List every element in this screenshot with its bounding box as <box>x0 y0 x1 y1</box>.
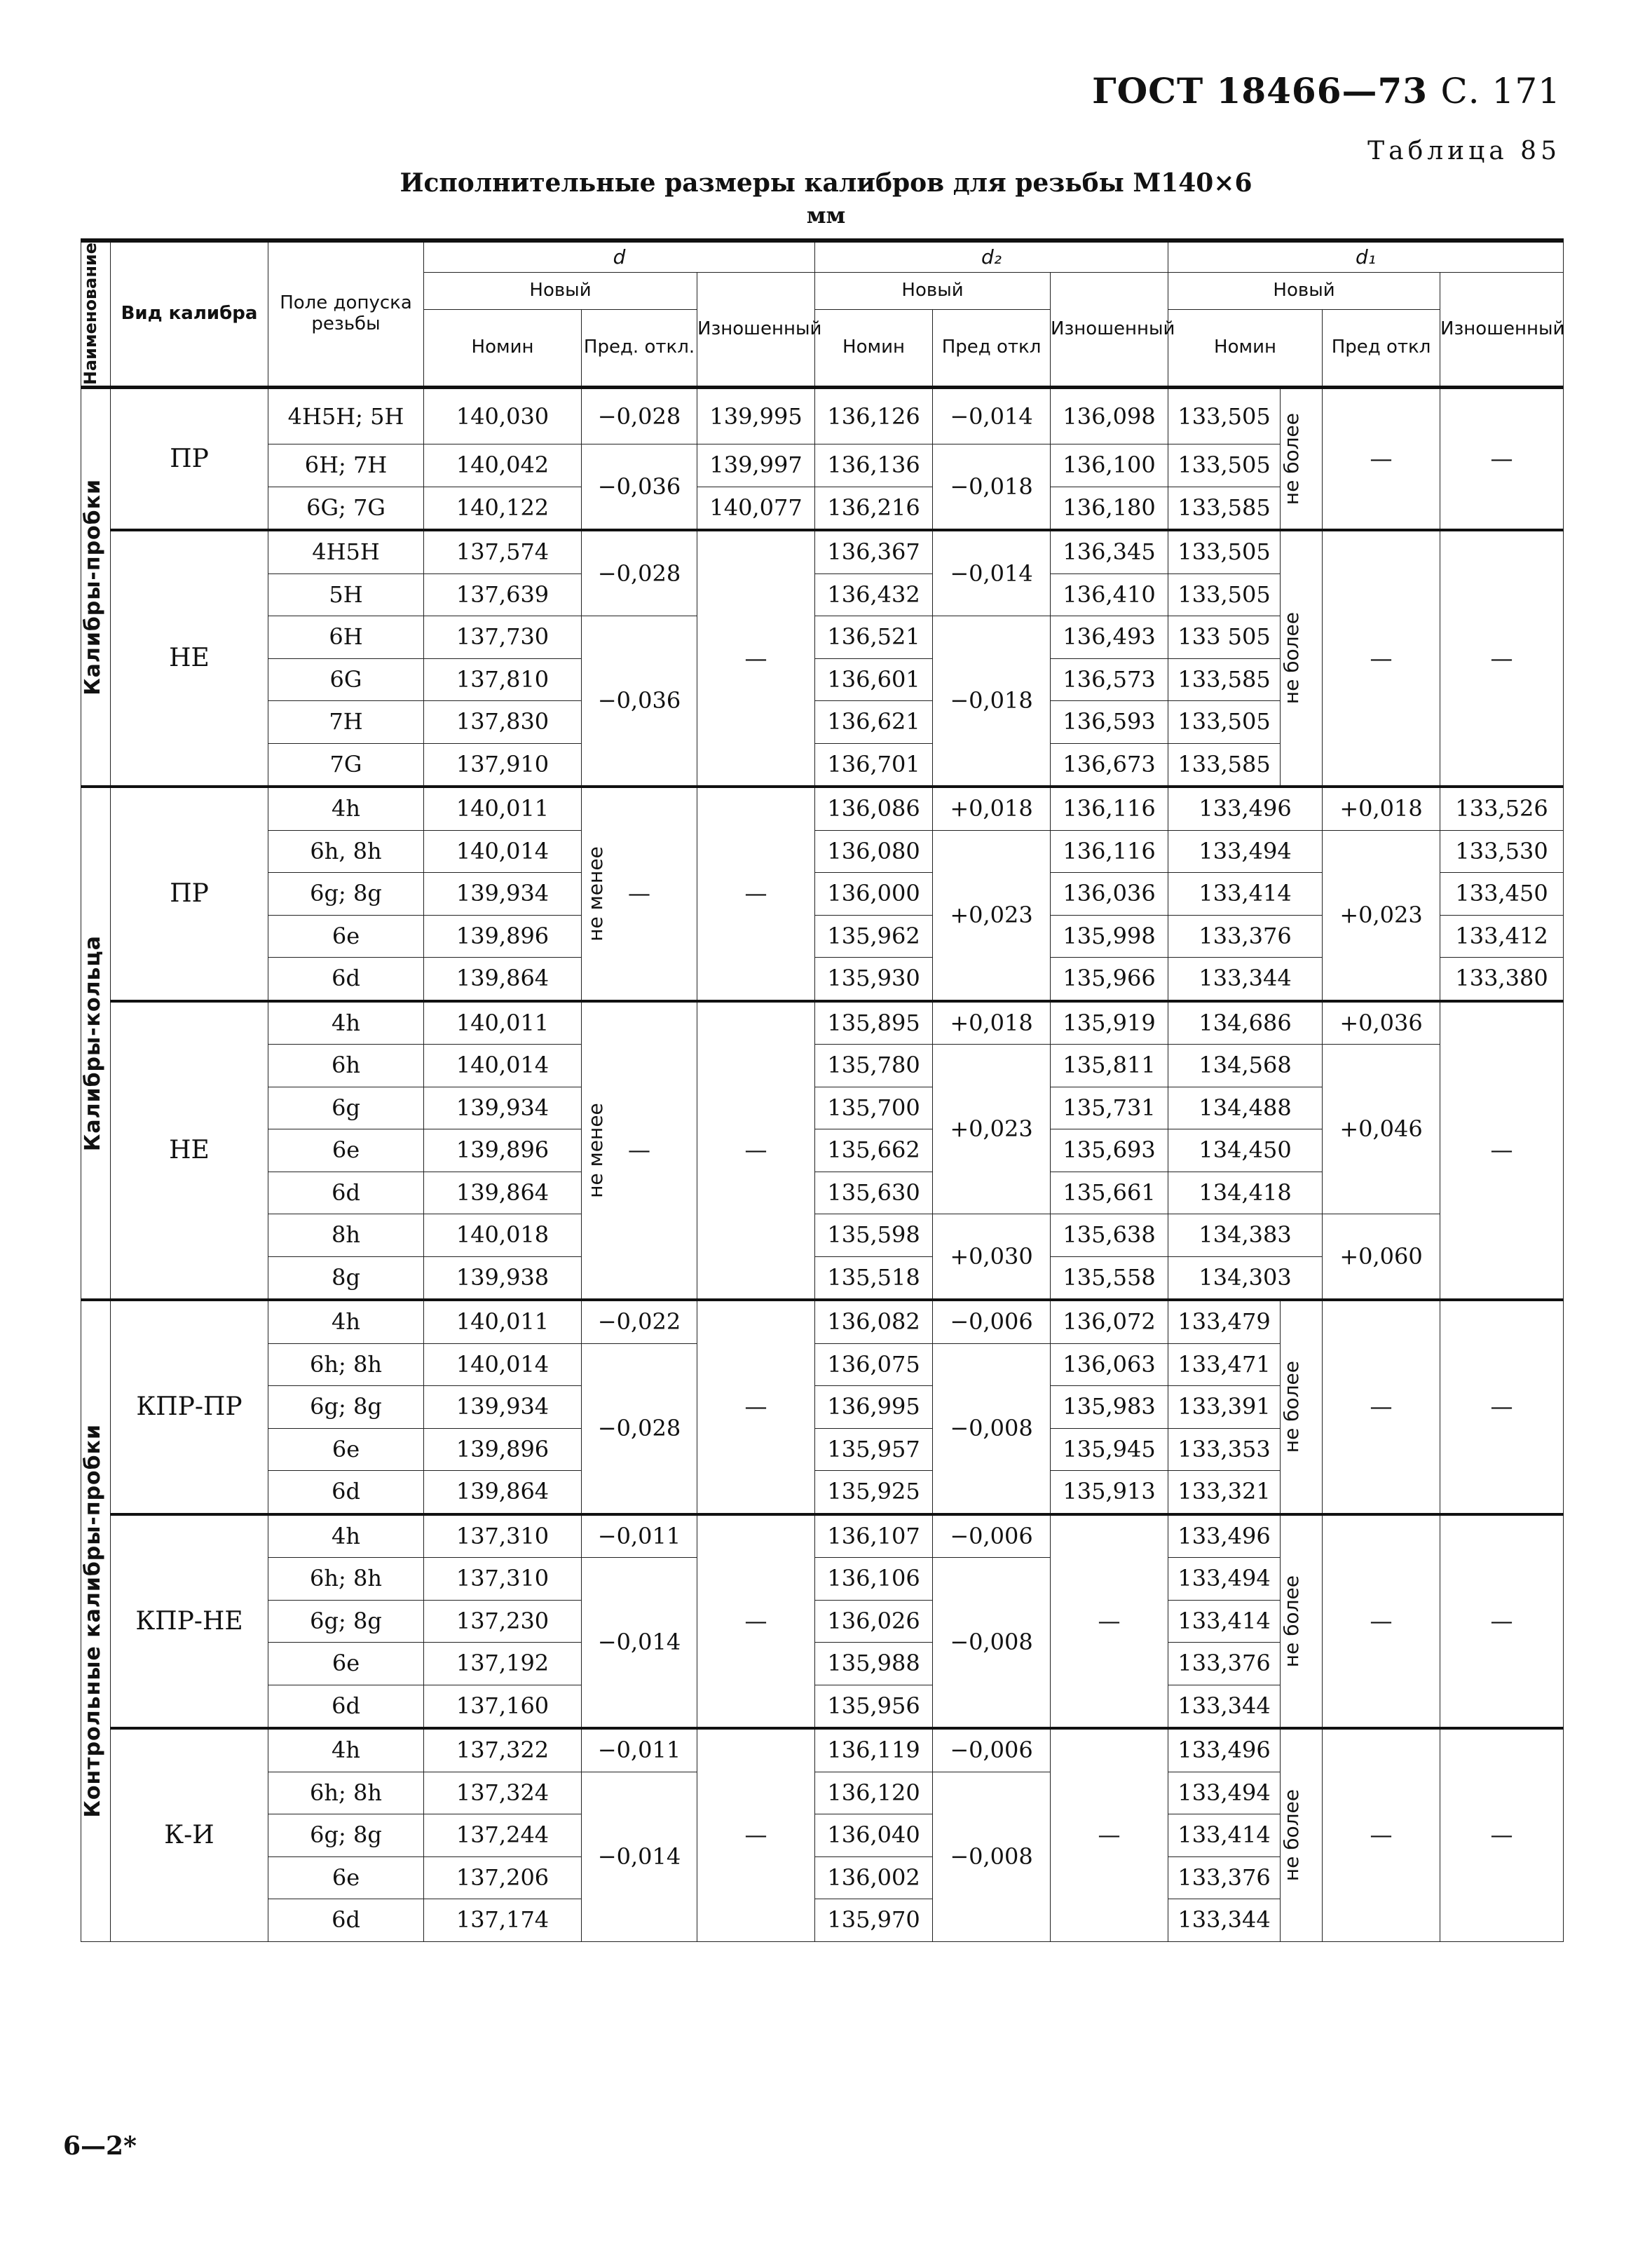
tolerance-field: 4h <box>268 787 424 830</box>
d1-nominal: 133,353 <box>1168 1428 1281 1471</box>
d2-worn: 136,072 <box>1051 1300 1168 1343</box>
d1-deviation: — <box>1323 388 1440 531</box>
d2-deviation: −0,006 <box>933 1300 1051 1343</box>
col-kind-header: Вид калибра <box>111 240 268 388</box>
d2-nominal: 136,040 <box>815 1814 933 1857</box>
d1-deviation: +0,018 <box>1323 787 1440 830</box>
tolerance-field: 6d <box>268 1685 424 1728</box>
table-row <box>81 530 1564 573</box>
d2-deviation: −0,014 <box>933 530 1051 616</box>
tolerance-field: 6e <box>268 1428 424 1471</box>
tolerance-field: 4h <box>268 1728 424 1772</box>
d-nominal: 140,014 <box>424 830 582 873</box>
d-nominal: 140,011 <box>424 787 582 830</box>
tolerance-field: 4H5H <box>268 530 424 573</box>
tolerance-field: 6G; 7G <box>268 487 424 530</box>
d1-nominal: 133,496 <box>1168 787 1323 830</box>
d2-nominal: 135,962 <box>815 915 933 958</box>
page-header <box>1092 70 1561 111</box>
d2-worn: 136,036 <box>1051 873 1168 916</box>
d-nominal: 139,934 <box>424 1386 582 1429</box>
d2-worn: 136,116 <box>1051 830 1168 873</box>
d2-deviation: +0,023 <box>933 1045 1051 1214</box>
tolerance-field: 6e <box>268 1643 424 1685</box>
d-nominal: 139,934 <box>424 873 582 916</box>
d1-worn: — <box>1440 1728 1564 1941</box>
d1-max-note-cell <box>1281 1300 1323 1514</box>
d1-worn: — <box>1440 1514 1564 1729</box>
d-nominal: 139,938 <box>424 1256 582 1300</box>
d2-worn: 136,573 <box>1051 658 1168 701</box>
d2-nominal: 136,136 <box>815 444 933 487</box>
d2-nominal: 135,970 <box>815 1899 933 1942</box>
d2-deviation: −0,006 <box>933 1728 1051 1772</box>
d1-worn: — <box>1440 1300 1564 1514</box>
d2-nominal: 135,956 <box>815 1685 933 1728</box>
tolerance-field: 6H; 7H <box>268 444 424 487</box>
d1-worn: — <box>1440 388 1564 531</box>
d1-dev-header: Пред откл <box>1323 310 1440 388</box>
tolerance-field: 6g <box>268 1087 424 1129</box>
tolerance-field: 6d <box>268 958 424 1001</box>
d-deviation: −0,022 <box>582 1300 697 1343</box>
d2-nominal: 135,630 <box>815 1172 933 1214</box>
d1-nominal: 133,585 <box>1168 743 1281 787</box>
d-nominal: 137,310 <box>424 1558 582 1601</box>
d2-nominal: 136,995 <box>815 1386 933 1429</box>
d2-nominal: 135,925 <box>815 1471 933 1514</box>
d-deviation: −0,036 <box>582 616 697 787</box>
table-row <box>81 1300 1564 1343</box>
d2-nominal: 136,106 <box>815 1558 933 1601</box>
d2-new-header: Новый <box>815 273 1051 310</box>
d2-worn: 136,493 <box>1051 616 1168 659</box>
tolerance-field: 6h; 8h <box>268 1343 424 1386</box>
col-d1-header: d₁ <box>1168 240 1564 273</box>
d-nominal: 137,730 <box>424 616 582 659</box>
d2-nominal: 136,086 <box>815 787 933 830</box>
d2-nominal: 136,026 <box>815 1600 933 1643</box>
d2-worn: 135,945 <box>1051 1428 1168 1471</box>
d-worn: — <box>697 1514 815 1729</box>
d1-nominal: 133,496 <box>1168 1514 1281 1558</box>
d-worn: — <box>697 1001 815 1301</box>
d-nominal: 140,011 <box>424 1300 582 1343</box>
d1-nominal: 133,414 <box>1168 1814 1281 1857</box>
d2-worn: 136,593 <box>1051 701 1168 744</box>
d2-nominal: 135,930 <box>815 958 933 1001</box>
d2-worn: 136,063 <box>1051 1343 1168 1386</box>
d1-nominal: 133,391 <box>1168 1386 1281 1429</box>
d2-nominal: 136,126 <box>815 388 933 444</box>
tolerance-field: 8g <box>268 1256 424 1300</box>
d1-max-note-cell <box>1281 530 1323 787</box>
d1-nominal: 133,505 <box>1168 573 1281 616</box>
d2-nominal: 136,701 <box>815 743 933 787</box>
group-name: Калибры-пробки <box>81 479 105 695</box>
d2-nominal: 136,120 <box>815 1772 933 1814</box>
d2-worn: 135,966 <box>1051 958 1168 1001</box>
col-name-label: Наименование <box>81 243 100 386</box>
d2-worn: 135,811 <box>1051 1045 1168 1087</box>
d1-worn: 133,450 <box>1440 873 1564 916</box>
col-name-header <box>81 240 111 388</box>
d-deviation: −0,028 <box>582 1343 697 1514</box>
d1-nominal: 133,344 <box>1168 958 1323 1001</box>
max-note: не более <box>1280 412 1304 505</box>
tolerance-field: 5H <box>268 573 424 616</box>
max-note: не более <box>1280 612 1304 705</box>
d2-nominal: 135,895 <box>815 1001 933 1045</box>
tolerance-field: 6d <box>268 1899 424 1942</box>
gauge-kind: ПР <box>111 787 268 1001</box>
gauge-dimensions-table <box>81 238 1564 1942</box>
table-row <box>81 830 1564 873</box>
d-worn: — <box>697 787 815 1001</box>
d1-deviation: — <box>1323 1300 1440 1514</box>
gauge-kind: НЕ <box>111 1001 268 1301</box>
d-worn: — <box>697 530 815 787</box>
table-row <box>81 1045 1564 1087</box>
max-note: не более <box>1280 1789 1304 1882</box>
min-note: не менее <box>584 1102 607 1198</box>
d1-worn: 133,412 <box>1440 915 1564 958</box>
tolerance-field: 6h, 8h <box>268 830 424 873</box>
d2-worn: 136,180 <box>1051 487 1168 530</box>
d-nominal: 137,174 <box>424 1899 582 1942</box>
d-nominal: 139,934 <box>424 1087 582 1129</box>
d-nominal: 139,864 <box>424 1172 582 1214</box>
group-name: Контрольные калибры-пробки <box>81 1424 105 1819</box>
d2-dev-header: Пред откл <box>933 310 1051 388</box>
tolerance-field: 6H <box>268 616 424 659</box>
tolerance-field: 6g; 8g <box>268 1386 424 1429</box>
d2-deviation: −0,014 <box>933 388 1051 444</box>
d2-nominal: 136,432 <box>815 573 933 616</box>
col-d2-header: d₂ <box>815 240 1168 273</box>
d1-nominal: 133,414 <box>1168 1600 1281 1643</box>
d1-nominal: 134,686 <box>1168 1001 1323 1045</box>
d2-nominal: 135,518 <box>815 1256 933 1300</box>
d2-worn: 135,913 <box>1051 1471 1168 1514</box>
d1-nominal: 134,383 <box>1168 1214 1323 1257</box>
d-worn: — <box>697 1300 815 1514</box>
tolerance-field: 6e <box>268 1129 424 1172</box>
d1-nominal: 133,505 <box>1168 530 1281 573</box>
d2-nominal: 135,957 <box>815 1428 933 1471</box>
d-nominal: 140,014 <box>424 1045 582 1087</box>
d2-nominal: 136,521 <box>815 616 933 659</box>
table-title-text: Исполнительные размеры калибров для резьбы М140×6 <box>400 168 1252 198</box>
d2-deviation: +0,030 <box>933 1214 1051 1301</box>
tolerance-field: 6h; 8h <box>268 1558 424 1601</box>
d-nominal: 137,310 <box>424 1514 582 1558</box>
gauge-kind: КПР-НЕ <box>111 1514 268 1729</box>
tolerance-field: 8h <box>268 1214 424 1257</box>
d-nominal: 140,030 <box>424 388 582 444</box>
gauge-kind: НЕ <box>111 530 268 787</box>
d-worn: — <box>697 1728 815 1941</box>
d1-deviation: — <box>1323 1514 1440 1729</box>
group-name-cell <box>81 1300 111 1941</box>
d-deviation: −0,028 <box>582 530 697 616</box>
d1-max-note-cell <box>1281 388 1323 531</box>
tolerance-field: 6d <box>268 1172 424 1214</box>
tolerance-field: 6g; 8g <box>268 873 424 916</box>
table-title <box>0 168 1652 229</box>
d1-nominal: 133,505 <box>1168 444 1281 487</box>
d-deviation-dash: — <box>628 880 650 907</box>
d2-nominal: 136,000 <box>815 873 933 916</box>
d-nominal: 139,896 <box>424 1129 582 1172</box>
d-nominal: 139,864 <box>424 958 582 1001</box>
d2-worn: 135,638 <box>1051 1214 1168 1257</box>
tolerance-field: 4H5H; 5H <box>268 388 424 444</box>
group-name-cell <box>81 787 111 1300</box>
table-row <box>81 787 1564 830</box>
d2-worn: 135,919 <box>1051 1001 1168 1045</box>
d2-nominal: 136,075 <box>815 1343 933 1386</box>
d-nominal: 140,011 <box>424 1001 582 1045</box>
d1-nominal: 133,344 <box>1168 1899 1281 1942</box>
page-footer: 6—2* <box>63 2131 137 2161</box>
d-deviation: −0,011 <box>582 1728 697 1772</box>
d2-worn: 135,998 <box>1051 915 1168 958</box>
d2-worn: 136,673 <box>1051 743 1168 787</box>
d1-nominal: 133,376 <box>1168 915 1323 958</box>
d1-worn: — <box>1440 530 1564 787</box>
gauge-kind: К-И <box>111 1728 268 1941</box>
d1-nominal: 134,418 <box>1168 1172 1323 1214</box>
d-nominal: 137,206 <box>424 1856 582 1899</box>
tolerance-field: 4h <box>268 1300 424 1343</box>
tolerance-field: 6h; 8h <box>268 1772 424 1814</box>
d1-worn: 133,530 <box>1440 830 1564 873</box>
d2-nominal: 136,367 <box>815 530 933 573</box>
d-deviation: −0,028 <box>582 388 697 444</box>
d2-worn: 136,100 <box>1051 444 1168 487</box>
d2-deviation: +0,018 <box>933 787 1051 830</box>
d1-deviation: +0,046 <box>1323 1045 1440 1214</box>
tolerance-field: 7G <box>268 743 424 787</box>
d2-deviation: −0,008 <box>933 1772 1051 1941</box>
d-nominal: 139,896 <box>424 1428 582 1471</box>
group-name-cell <box>81 388 111 787</box>
d1-nominal: 133,496 <box>1168 1728 1281 1772</box>
d-nominal: 137,192 <box>424 1643 582 1685</box>
table-row <box>81 1728 1564 1772</box>
d2-worn: 136,410 <box>1051 573 1168 616</box>
d-nominal: 137,574 <box>424 530 582 573</box>
d2-worn: 135,983 <box>1051 1386 1168 1429</box>
d-nominal: 139,896 <box>424 915 582 958</box>
d1-nominal: 133,376 <box>1168 1643 1281 1685</box>
d-nominal: 139,864 <box>424 1471 582 1514</box>
d-nominal: 137,160 <box>424 1685 582 1728</box>
d-new-header: Новый <box>424 273 697 310</box>
d2-worn: 136,098 <box>1051 388 1168 444</box>
col-tolerance-header: Поле допуска резьбы <box>268 240 424 388</box>
d-worn-header: Изношенный <box>697 273 815 388</box>
d2-nom-header: Номин <box>815 310 933 388</box>
d1-nominal: 133,494 <box>1168 830 1323 873</box>
d-deviation: −0,011 <box>582 1514 697 1558</box>
d1-worn-header: Изношенный <box>1440 273 1564 388</box>
d-deviation-dash: — <box>628 1136 650 1164</box>
d1-worn: 133,380 <box>1440 958 1564 1001</box>
d-worn: 139,997 <box>697 444 815 487</box>
d2-nominal: 135,598 <box>815 1214 933 1257</box>
d2-deviation: +0,018 <box>933 1001 1051 1045</box>
d2-worn: 135,731 <box>1051 1087 1168 1129</box>
d2-nominal: 136,107 <box>815 1514 933 1558</box>
standard-number: ГОСТ 18466—73 <box>1092 70 1428 111</box>
d1-nominal: 133,344 <box>1168 1685 1281 1728</box>
d-deviation: −0,014 <box>582 1558 697 1729</box>
gauge-kind: КПР-ПР <box>111 1300 268 1514</box>
d1-deviation: +0,060 <box>1323 1214 1440 1301</box>
group-name: Калибры-кольца <box>81 935 105 1152</box>
d1-nominal: 134,568 <box>1168 1045 1323 1087</box>
max-note: не более <box>1280 1575 1304 1667</box>
d1-max-note-cell <box>1281 1514 1323 1729</box>
tolerance-field: 6G <box>268 658 424 701</box>
d-nominal: 140,018 <box>424 1214 582 1257</box>
d2-nominal: 136,216 <box>815 487 933 530</box>
d2-nominal: 136,080 <box>815 830 933 873</box>
min-note: не менее <box>584 846 607 942</box>
d2-deviation: −0,008 <box>933 1558 1051 1729</box>
d1-nominal: 133,505 <box>1168 388 1281 444</box>
table-row <box>81 1514 1564 1558</box>
tolerance-field: 6g; 8g <box>268 1600 424 1643</box>
d1-deviation: — <box>1323 1728 1440 1941</box>
gauge-kind: ПР <box>111 388 268 531</box>
d-min-note-cell <box>582 1001 697 1301</box>
d-worn: 140,077 <box>697 487 815 530</box>
d2-worn: 135,693 <box>1051 1129 1168 1172</box>
d2-worn: 135,558 <box>1051 1256 1168 1300</box>
d2-nominal: 135,780 <box>815 1045 933 1087</box>
d1-deviation: — <box>1323 530 1440 787</box>
tolerance-field: 6h <box>268 1045 424 1087</box>
d-nominal: 137,810 <box>424 658 582 701</box>
table-unit: мм <box>806 202 846 229</box>
table-number: Таблица 85 <box>1367 137 1561 165</box>
d2-deviation: −0,008 <box>933 1343 1051 1514</box>
d2-deviation: −0,006 <box>933 1514 1051 1558</box>
d1-nom-header: Номин <box>1168 310 1323 388</box>
d-dev-header: Пред. откл. <box>582 310 697 388</box>
d-nominal: 140,122 <box>424 487 582 530</box>
d2-deviation: −0,018 <box>933 616 1051 787</box>
d1-nominal: 133,585 <box>1168 658 1281 701</box>
table-header <box>81 240 1564 388</box>
d1-worn: 133,526 <box>1440 787 1564 830</box>
d-deviation: −0,036 <box>582 444 697 531</box>
d1-nominal: 134,488 <box>1168 1087 1323 1129</box>
d2-nominal: 135,988 <box>815 1643 933 1685</box>
d2-nominal: 136,002 <box>815 1856 933 1899</box>
d2-nominal: 136,601 <box>815 658 933 701</box>
d-deviation: −0,014 <box>582 1772 697 1941</box>
d2-worn: 136,116 <box>1051 787 1168 830</box>
d-min-note-cell <box>582 787 697 1001</box>
tolerance-field: 4h <box>268 1514 424 1558</box>
d1-max-note-cell <box>1281 1728 1323 1941</box>
max-note: не более <box>1280 1361 1304 1453</box>
d2-nominal: 136,082 <box>815 1300 933 1343</box>
tolerance-field: 7H <box>268 701 424 744</box>
d1-nominal: 133,494 <box>1168 1772 1281 1814</box>
table-row <box>81 1214 1564 1257</box>
d1-nominal: 133,479 <box>1168 1300 1281 1343</box>
d1-nominal: 133,494 <box>1168 1558 1281 1601</box>
d2-nominal: 136,119 <box>815 1728 933 1772</box>
d1-new-header: Новый <box>1168 273 1440 310</box>
tolerance-field: 6g; 8g <box>268 1814 424 1857</box>
d1-nominal: 133,471 <box>1168 1343 1281 1386</box>
d-nom-header: Номин <box>424 310 582 388</box>
d2-worn: 136,345 <box>1051 530 1168 573</box>
d1-deviation: +0,036 <box>1323 1001 1440 1045</box>
d-nominal: 137,830 <box>424 701 582 744</box>
d-nominal: 137,230 <box>424 1600 582 1643</box>
d1-nominal: 133,585 <box>1168 487 1281 530</box>
page-number: С. 171 <box>1440 71 1561 111</box>
d1-worn: — <box>1440 1001 1564 1301</box>
d1-nominal: 133,321 <box>1168 1471 1281 1514</box>
d-nominal: 137,322 <box>424 1728 582 1772</box>
table-row <box>81 388 1564 444</box>
d-nominal: 137,639 <box>424 573 582 616</box>
d1-nominal: 134,303 <box>1168 1256 1323 1300</box>
d2-worn: 135,661 <box>1051 1172 1168 1214</box>
d-worn: 139,995 <box>697 388 815 444</box>
d2-nominal: 135,662 <box>815 1129 933 1172</box>
d1-nominal: 133,376 <box>1168 1856 1281 1899</box>
d2-deviation: −0,018 <box>933 444 1051 531</box>
d-nominal: 137,910 <box>424 743 582 787</box>
d1-nominal: 133,414 <box>1168 873 1323 916</box>
d-nominal: 140,042 <box>424 444 582 487</box>
tolerance-field: 4h <box>268 1001 424 1045</box>
table-row <box>81 1001 1564 1045</box>
d2-nominal: 135,700 <box>815 1087 933 1129</box>
table-body <box>81 388 1564 1942</box>
d-nominal: 140,014 <box>424 1343 582 1386</box>
d-nominal: 137,244 <box>424 1814 582 1857</box>
col-d-header: d <box>424 240 815 273</box>
d2-worn: — <box>1051 1728 1168 1941</box>
d2-worn-header: Изношенный <box>1051 273 1168 388</box>
d1-nominal: 134,450 <box>1168 1129 1323 1172</box>
d2-worn: — <box>1051 1514 1168 1729</box>
d-nominal: 137,324 <box>424 1772 582 1814</box>
tolerance-field: 6e <box>268 915 424 958</box>
d1-nominal: 133 505 <box>1168 616 1281 659</box>
d2-deviation: +0,023 <box>933 830 1051 1001</box>
d1-nominal: 133,505 <box>1168 701 1281 744</box>
tolerance-field: 6d <box>268 1471 424 1514</box>
d2-nominal: 136,621 <box>815 701 933 744</box>
tolerance-field: 6e <box>268 1856 424 1899</box>
d1-deviation: +0,023 <box>1323 830 1440 1001</box>
